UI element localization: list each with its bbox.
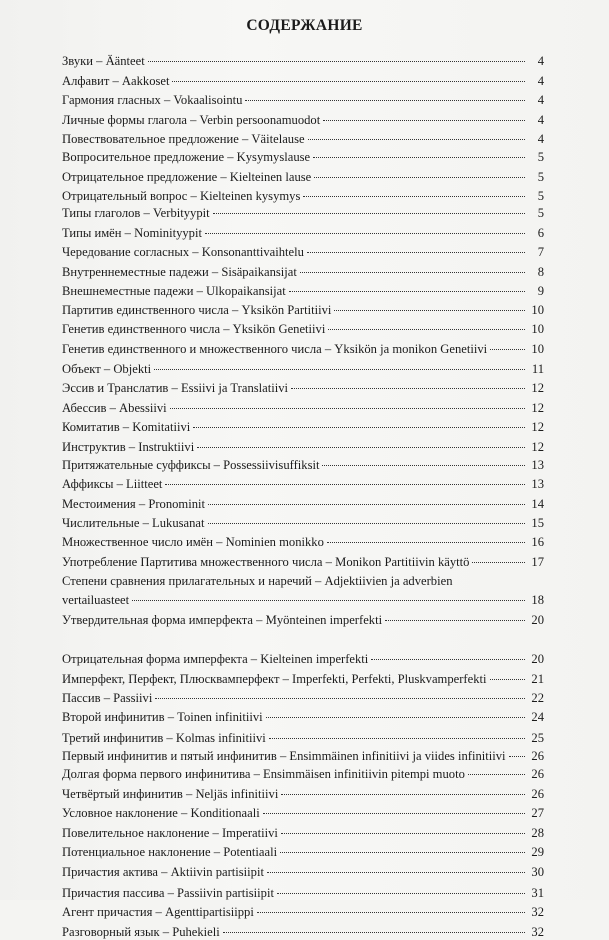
toc-entry-title: Отрицательный вопрос – Kielteinen kysymys <box>62 189 301 203</box>
toc-entry-title: Утвердительная форма имперфекта – Myönteinen imperfekti <box>62 613 383 627</box>
toc-entry[interactable] <box>62 613 544 628</box>
toc-entry[interactable] <box>62 787 544 802</box>
toc-entry[interactable] <box>62 206 544 221</box>
toc-entry[interactable] <box>62 440 544 455</box>
toc-entry[interactable] <box>62 322 544 337</box>
page-number: 4 <box>537 74 544 88</box>
leader-dots <box>269 738 525 739</box>
leader-dots <box>280 852 525 853</box>
toc-entry-title: Звуки – Äänteet <box>62 54 145 68</box>
leader-dots <box>327 542 525 543</box>
leader-dots <box>291 388 525 389</box>
page-number: 20 <box>531 613 544 627</box>
leader-dots <box>154 369 525 370</box>
leader-dots <box>132 600 525 601</box>
toc-entry[interactable] <box>62 516 544 531</box>
toc-entry[interactable] <box>62 555 544 570</box>
toc-entry[interactable] <box>62 303 544 318</box>
page-number: 9 <box>537 284 544 298</box>
toc-entry[interactable] <box>62 362 544 377</box>
toc-entry-title: Повелительное наклонение – Imperatiivi <box>62 826 278 840</box>
toc-entry[interactable] <box>62 54 544 69</box>
page-number: 5 <box>537 189 544 203</box>
toc-entry-title: Комитатив – Komitatiivi <box>62 420 191 434</box>
toc-entry-title: Повествовательное предложение – Väitelause <box>62 132 305 146</box>
toc-entry[interactable] <box>62 731 544 746</box>
toc-entry-title: Инструктив – Instruktiivi <box>62 440 195 454</box>
leader-dots <box>267 872 525 873</box>
toc-entry-title: Эссив и Транслатив – Essiivi ja Translatiivi <box>62 381 289 395</box>
leader-dots <box>281 833 525 834</box>
page-number: 5 <box>537 170 544 184</box>
toc-entry-title: Отрицательная форма имперфекта – Kielteinen imperfekti <box>62 652 369 666</box>
toc-entry-title: Причастия актива – Aktiivin partisiipit <box>62 865 264 879</box>
page-number: 8 <box>537 265 544 279</box>
toc-entry[interactable] <box>62 806 544 821</box>
page-number: 32 <box>531 925 544 939</box>
page-number: 25 <box>531 731 544 745</box>
page-number: 24 <box>531 710 544 724</box>
toc-entry[interactable] <box>62 245 544 260</box>
toc-entry[interactable] <box>62 132 544 147</box>
leader-dots <box>208 523 525 524</box>
toc-entry-title: Типы глаголов – Verbityypit <box>62 206 210 220</box>
page-number: 4 <box>537 132 544 146</box>
toc-entry-title: Внешнеместные падежи – Ulkopaikansijat <box>62 284 286 298</box>
leader-dots <box>472 562 525 563</box>
toc-entry[interactable] <box>62 826 544 841</box>
toc-entry[interactable] <box>62 226 544 241</box>
toc-entry[interactable] <box>62 535 544 550</box>
toc-entry[interactable] <box>62 767 544 782</box>
toc-entry[interactable] <box>62 905 544 920</box>
leader-dots <box>245 100 525 101</box>
toc-entry[interactable] <box>62 150 544 165</box>
leader-dots <box>323 120 525 121</box>
leader-dots <box>165 484 525 485</box>
page-number: 13 <box>531 477 544 491</box>
toc-entry[interactable] <box>62 284 544 299</box>
toc-entry[interactable] <box>62 189 544 204</box>
toc-entry[interactable] <box>62 381 544 396</box>
toc-entry[interactable] <box>62 593 544 608</box>
leader-dots <box>205 233 525 234</box>
page-number: 11 <box>531 362 544 376</box>
toc-entry-title: Потенциальное наклонение – Potentiaali <box>62 845 278 859</box>
toc-entry-title: Условное наклонение – Konditionaali <box>62 806 260 820</box>
page-number: 26 <box>531 749 544 763</box>
toc-entry[interactable] <box>62 477 544 492</box>
page-number: 18 <box>531 593 544 607</box>
page-number: 27 <box>531 806 544 820</box>
leader-dots <box>266 717 525 718</box>
page-number: 20 <box>531 652 544 666</box>
page-number: 26 <box>531 787 544 801</box>
page-title: СОДЕРЖАНИЕ <box>246 17 363 34</box>
leader-dots <box>263 813 525 814</box>
page-number: 4 <box>537 113 544 127</box>
page-number: 26 <box>531 767 544 781</box>
toc-entry[interactable] <box>62 497 544 512</box>
toc-entry[interactable] <box>62 652 544 667</box>
leader-dots <box>208 504 525 505</box>
page-number: 22 <box>531 691 544 705</box>
leader-dots <box>509 756 525 757</box>
toc-entry-title: Первый инфинитив и пятый инфинитив – Ensimmäinen infinitiivi ja viides infinitiivi <box>62 749 506 763</box>
leader-dots <box>490 679 526 680</box>
leader-dots <box>155 698 525 699</box>
leader-dots <box>281 794 525 795</box>
page-number: 32 <box>531 905 544 919</box>
page-number: 31 <box>531 886 544 900</box>
toc-entry-title: Алфавит – Aakkoset <box>62 74 170 88</box>
toc-entry-title: Внутреннеместные падежи – Sisäpaikansijat <box>62 265 297 279</box>
toc-entry-title: Употребление Партитива множественного числа – Monikon Partitiivin käyttö <box>62 555 470 569</box>
leader-dots <box>307 252 525 253</box>
page-number: 21 <box>531 672 544 686</box>
toc-entry-title: Аффиксы – Liitteet <box>62 477 163 491</box>
toc-entry[interactable] <box>62 691 544 706</box>
page-number: 15 <box>531 516 544 530</box>
page-number: 6 <box>537 226 544 240</box>
toc-entry[interactable] <box>62 113 544 128</box>
toc-entry[interactable] <box>62 886 544 901</box>
leader-dots <box>303 196 525 197</box>
toc-entry[interactable] <box>62 420 544 435</box>
toc-entry[interactable] <box>62 865 544 880</box>
toc-entry-title: Партитив единственного числа – Yksikön Partitiivi <box>62 303 332 317</box>
toc-entry[interactable] <box>62 74 544 89</box>
toc-entry-title: Причастия пассива – Passiivin partisiipit <box>62 886 274 900</box>
toc-entry[interactable] <box>62 710 544 725</box>
page-number: 10 <box>531 322 544 336</box>
page-number: 29 <box>531 845 544 859</box>
toc-entry-title: Второй инфинитив – Toinen infinitiivi <box>62 710 263 724</box>
toc-entry[interactable] <box>62 93 544 108</box>
leader-dots <box>334 310 525 311</box>
leader-dots <box>289 291 525 292</box>
toc-entry-title: Чередование согласных – Konsonanttivaihtelu <box>62 245 304 259</box>
page-number: 4 <box>537 54 544 68</box>
toc-entry-title: Степени сравнения прилагательных и наречий – Adjektiivien ja adverbien <box>62 574 453 588</box>
toc-entry[interactable] <box>62 672 544 687</box>
page-number: 13 <box>531 458 544 472</box>
leader-dots <box>371 659 525 660</box>
toc-entry-title: Генетив единственного и множественного числа – Yksikön ja monikon Genetiivi <box>62 342 488 356</box>
toc-entry-title: Третий инфинитив – Kolmas infinitiivi <box>62 731 266 745</box>
toc-entry-continuation: vertailuasteet <box>62 593 130 607</box>
leader-dots <box>277 893 525 894</box>
leader-dots <box>490 349 525 350</box>
toc-entry[interactable] <box>62 845 544 860</box>
page-number: 28 <box>531 826 544 840</box>
leader-dots <box>223 932 525 933</box>
page-number: 10 <box>531 342 544 356</box>
toc-entry-title: Вопросительное предложение – Kysymyslause <box>62 150 311 164</box>
toc-entry-title: Четвёртый инфинитив – Neljäs infinitiivi <box>62 787 279 801</box>
toc-entry-title: Пассив – Passiivi <box>62 691 153 705</box>
toc-entry[interactable] <box>62 265 544 280</box>
toc-entry-title: Местоимения – Pronominit <box>62 497 206 511</box>
page-number: 5 <box>537 150 544 164</box>
toc-entry-title: Притяжательные суффиксы – Possessiivisuffiksit <box>62 458 320 472</box>
leader-dots <box>314 177 525 178</box>
page-number: 5 <box>537 206 544 220</box>
page-number: 12 <box>531 440 544 454</box>
leader-dots <box>468 774 525 775</box>
toc-entry-title: Объект – Objekti <box>62 362 152 376</box>
leader-dots <box>197 447 525 448</box>
toc-entry[interactable] <box>62 925 544 940</box>
leader-dots <box>313 157 525 158</box>
page-number: 12 <box>531 420 544 434</box>
page-number: 14 <box>531 497 544 511</box>
toc-entry-title: Личные формы глагола – Verbin persoonamuodot <box>62 113 321 127</box>
toc-entry-title: Числительные – Lukusanat <box>62 516 205 530</box>
toc-entry-title: Абессив – Abessiivi <box>62 401 167 415</box>
toc-entry-title: Генетив единственного числа – Yksikön Genetiivi <box>62 322 326 336</box>
leader-dots <box>170 408 525 409</box>
page-number: 17 <box>531 555 544 569</box>
toc-entry[interactable] <box>62 749 544 764</box>
toc-entry-title: Отрицательное предложение – Kielteinen lause <box>62 170 312 184</box>
page-number: 7 <box>537 245 544 259</box>
leader-dots <box>148 61 525 62</box>
leader-dots <box>300 272 525 273</box>
toc-entry[interactable] <box>62 401 544 416</box>
page-number: 30 <box>531 865 544 879</box>
leader-dots <box>328 329 525 330</box>
toc-entry-title: Долгая форма первого инфинитива – Ensimmäisen infinitiivin pitempi muoto <box>62 767 465 781</box>
leader-dots <box>193 427 525 428</box>
leader-dots <box>322 465 525 466</box>
toc-entry-title: Разговорный язык – Puhekieli <box>62 925 220 939</box>
leader-dots <box>308 139 525 140</box>
toc-entry[interactable] <box>62 342 544 357</box>
page-number: 12 <box>531 401 544 415</box>
toc-entry[interactable] <box>62 458 544 473</box>
toc-entry-title: Имперфект, Перфект, Плюсквамперфект – Imperfekti, Perfekti, Pluskvamperfekti <box>62 672 487 686</box>
leader-dots <box>172 81 525 82</box>
toc-entry-title: Типы имён – Nominityypit <box>62 226 202 240</box>
leader-dots <box>257 912 525 913</box>
toc-entry-title: Множественное число имён – Nominien monikko <box>62 535 324 549</box>
page-number: 16 <box>531 535 544 549</box>
page-number: 10 <box>531 303 544 317</box>
page-number: 4 <box>537 93 544 107</box>
leader-dots <box>385 620 525 621</box>
toc-entry-title: Гармония гласных – Vokaalisointu <box>62 93 243 107</box>
toc-entry[interactable] <box>62 170 544 185</box>
leader-dots <box>213 213 525 214</box>
page-number: 12 <box>531 381 544 395</box>
toc-entry-title: Агент причастия – Agenttipartisiippi <box>62 905 254 919</box>
